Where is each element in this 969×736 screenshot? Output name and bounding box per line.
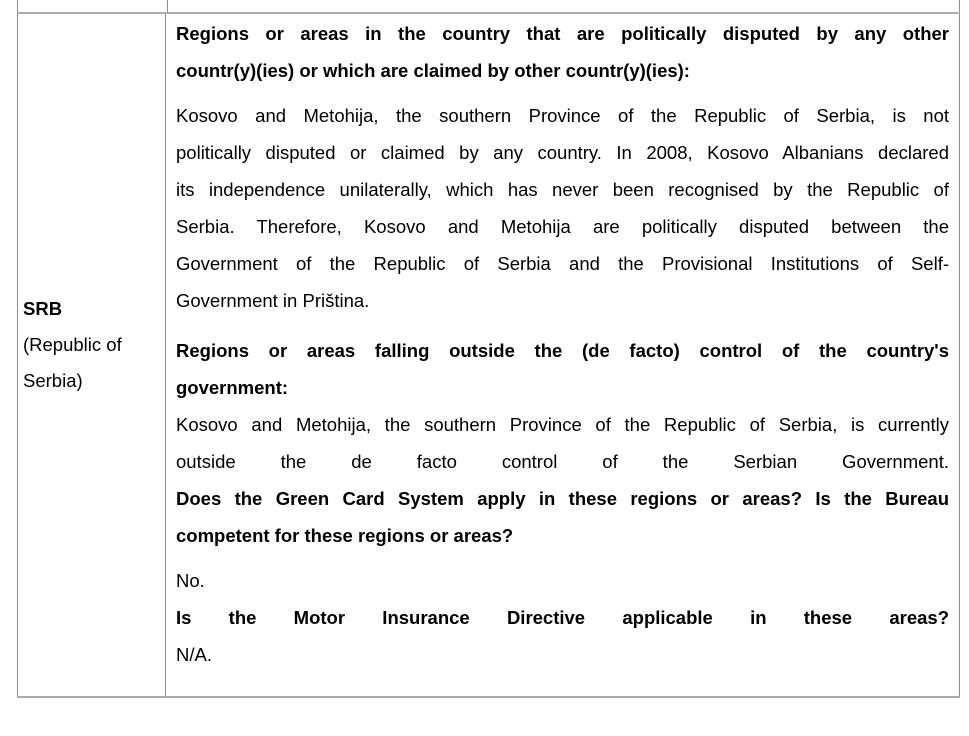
text-line: Does the Green Card System apply in these regions or areas? Is the Bureau — [176, 488, 949, 509]
cell-details — [166, 14, 960, 696]
text-line: politically disputed or claimed by any country. In 2008, Kosovo Albanians declared — [176, 142, 949, 163]
table-row-srb — [17, 14, 960, 698]
country-name-line: Serbia) — [23, 370, 83, 391]
empty-details-cell — [168, 0, 960, 12]
text-line: government: — [176, 377, 289, 398]
text-line: N/A. — [176, 644, 212, 665]
text-line: Government in Priština. — [176, 290, 370, 311]
country-table — [17, 0, 960, 698]
text-line: No. — [176, 570, 205, 591]
table-row-empty — [17, 0, 960, 14]
text-line: Kosovo and Metohija, the southern Province of the Republic of Serbia, is not — [176, 105, 949, 126]
empty-country-cell — [17, 0, 168, 12]
country-cell — [17, 14, 166, 696]
country-code: SRB — [23, 298, 63, 319]
text-line: outside the de facto control of the Serbian Government. — [176, 451, 949, 472]
text-line: Regions or areas in the country that are politically disputed by any other — [176, 23, 949, 44]
text-line: competent for these regions or areas? — [176, 525, 514, 546]
text-line: Government of the Republic of Serbia and the Provisional Institutions of Self- — [176, 253, 949, 274]
text-line: Is the Motor Insurance Directive applicable in these areas? — [176, 607, 949, 628]
text-line: Regions or areas falling outside the (de facto) control of the country's — [176, 340, 949, 361]
text-line: its independence unilaterally, which has never been recognised by the Republic of — [176, 179, 949, 200]
text-line: countr(y)(ies) or which are claimed by other countr(y)(ies): — [176, 60, 690, 81]
text-line: Serbia. Therefore, Kosovo and Metohija are politically disputed between the — [176, 216, 949, 237]
country-name-line: (Republic of — [23, 334, 122, 355]
text-line: Kosovo and Metohija, the southern Province of the Republic of Serbia, is currently — [176, 414, 949, 435]
